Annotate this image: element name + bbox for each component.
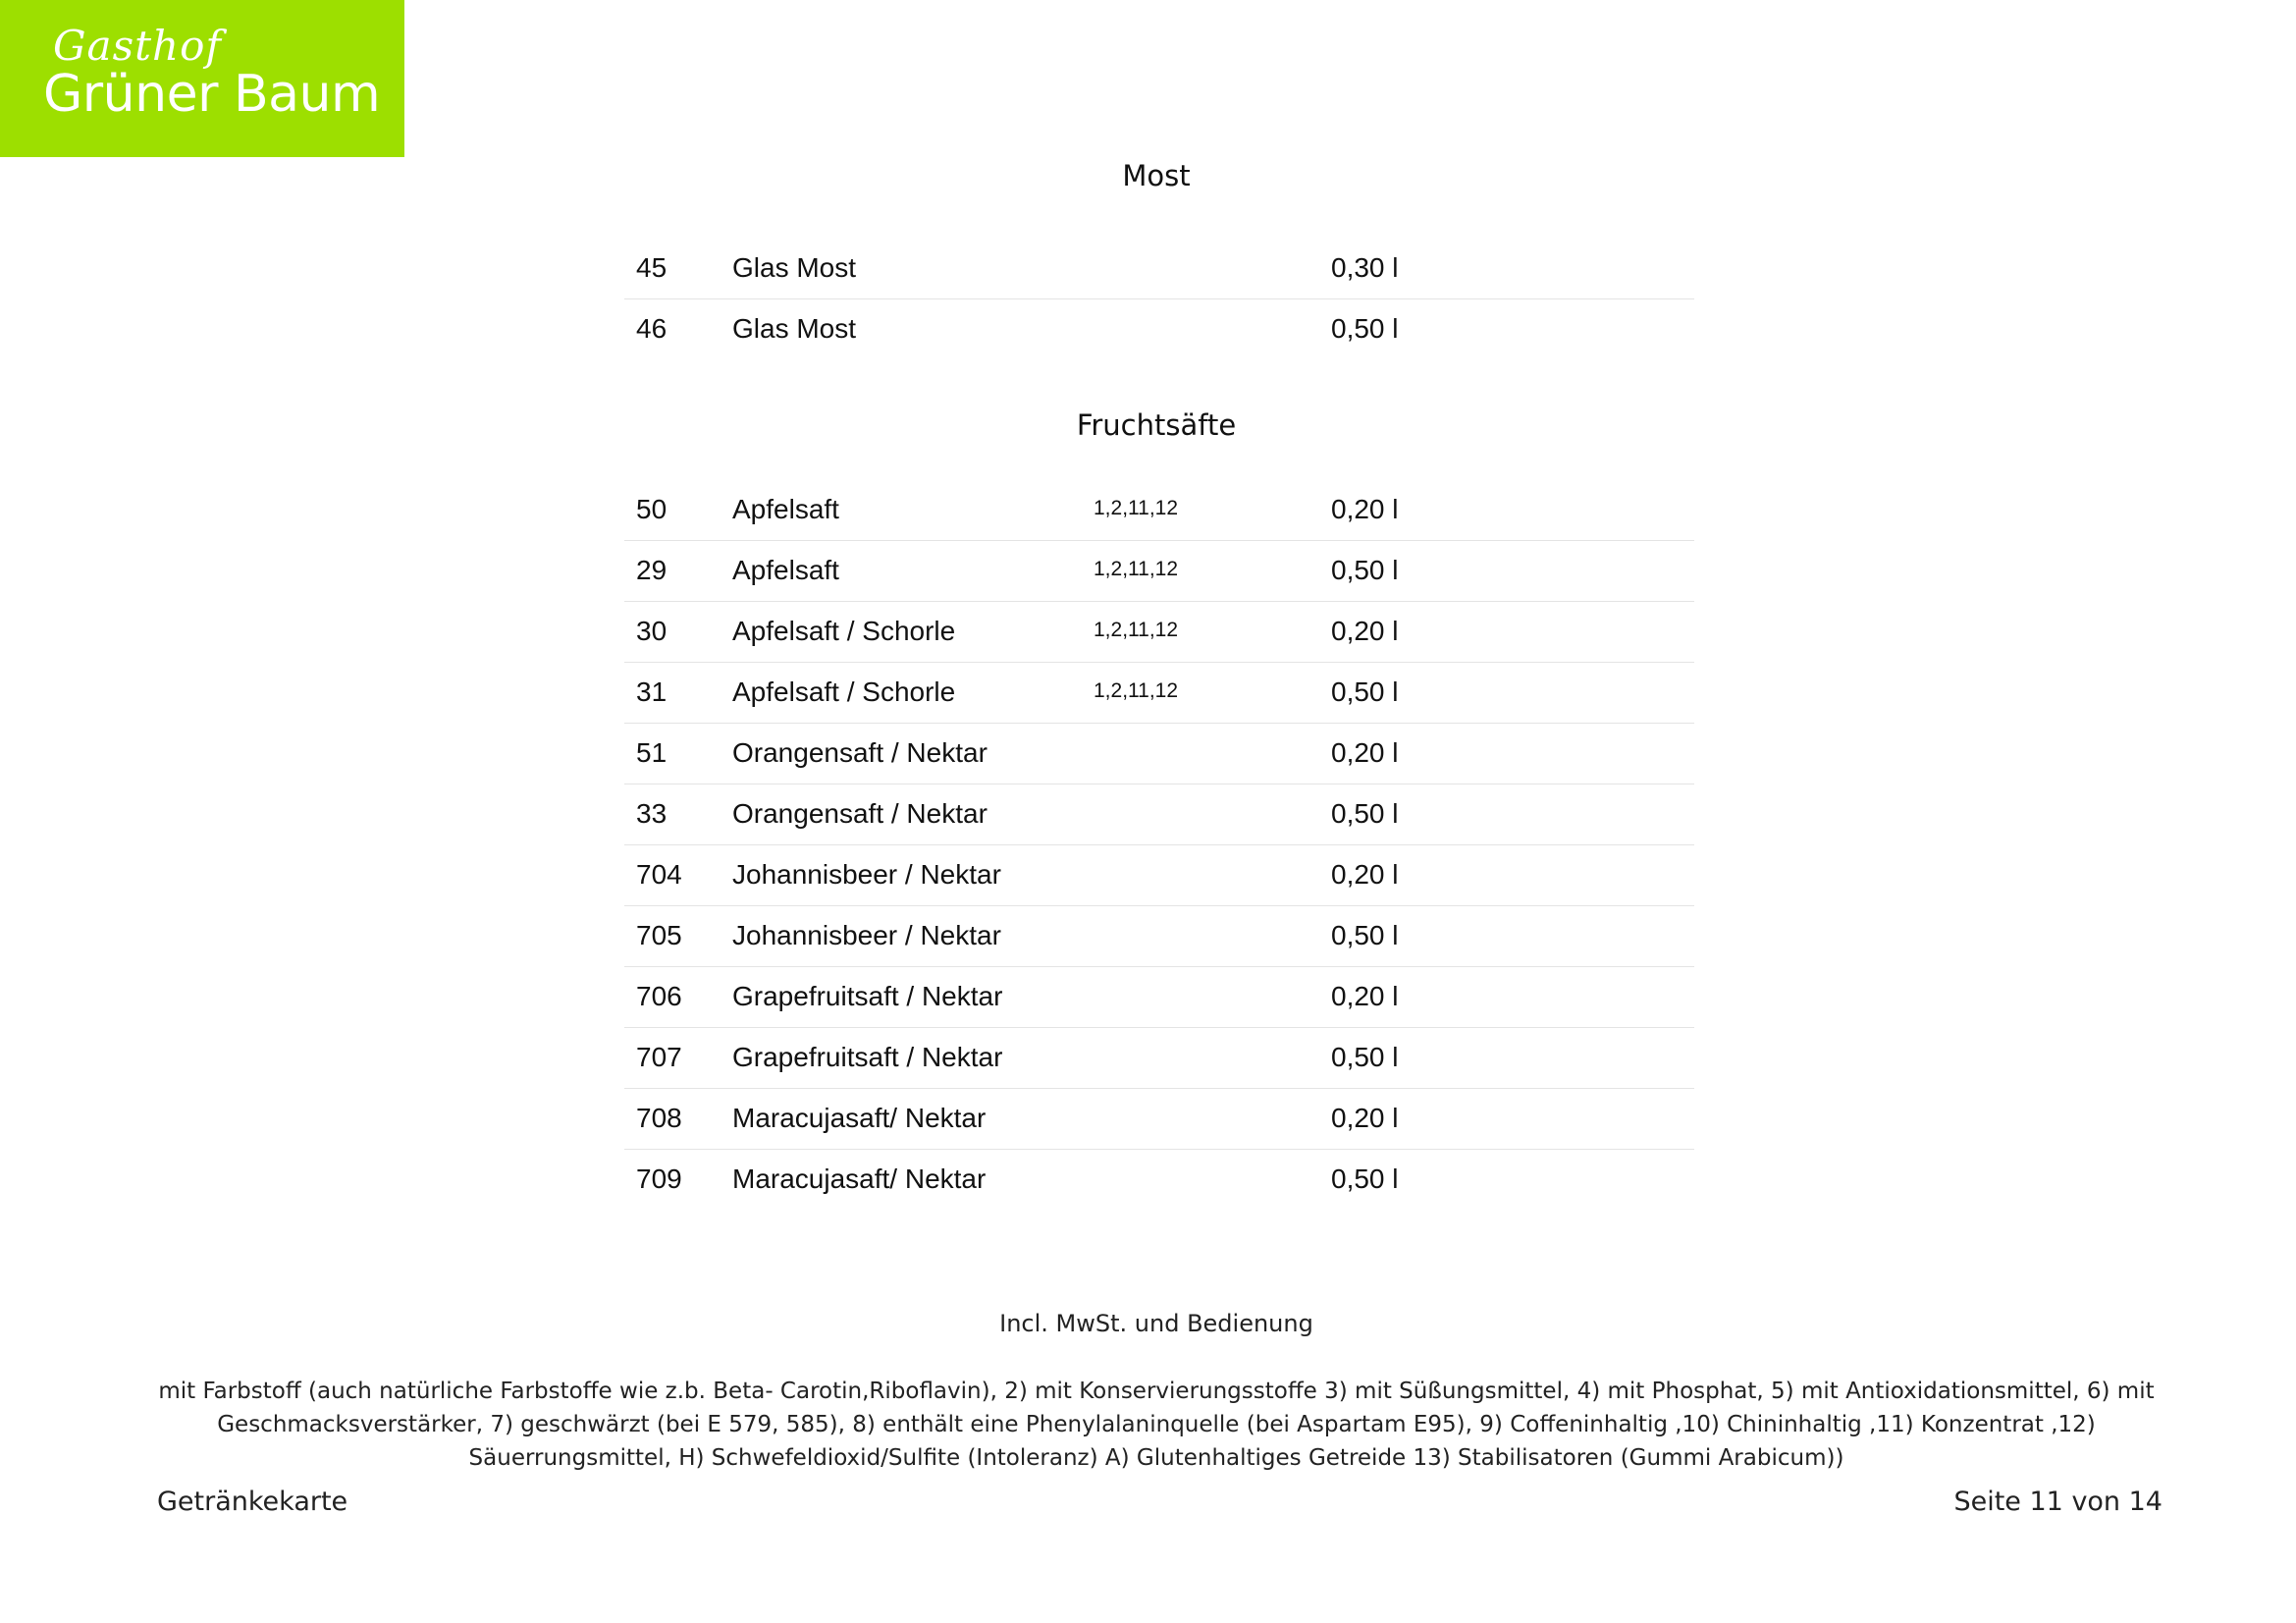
item-volume: 0,50 l [1331, 676, 1399, 707]
item-volume: 0,20 l [1331, 494, 1399, 524]
logo-script-text: Gasthof [53, 22, 222, 70]
item-number: 706 [636, 981, 682, 1011]
item-volume: 0,30 l [1331, 252, 1399, 283]
table-row [624, 1150, 1694, 1210]
table-row [624, 906, 1694, 967]
item-name: Orangensaft / Nektar [732, 737, 988, 768]
menu-table-fruchtsaefte [624, 480, 1694, 1210]
item-volume: 0,50 l [1331, 555, 1399, 585]
item-volume: 0,50 l [1331, 313, 1399, 344]
menu-table-most [624, 239, 1694, 359]
legend-line: Geschmacksverstärker, 7) geschwärzt (bei E 579, 585), 8) enthält eine Phenylalaninquelle (bei Aspartam E95), 9) Coffeninhaltig ,10) Chininhaltig ,11) Konzentrat ,12) [217, 1412, 2096, 1437]
item-volume: 0,50 l [1331, 1042, 1399, 1072]
item-volume: 0,50 l [1331, 920, 1399, 950]
table-row [624, 1089, 1694, 1150]
item-name: Maracujasaft/ Nektar [732, 1103, 987, 1133]
table-row [624, 541, 1694, 602]
item-volume: 0,20 l [1331, 981, 1399, 1011]
item-number: 705 [636, 920, 682, 950]
item-name: Grapefruitsaft / Nektar [732, 981, 1003, 1011]
logo [0, 0, 404, 157]
item-volume: 0,20 l [1331, 859, 1399, 890]
table-row [624, 602, 1694, 663]
legend-line: mit Farbstoff (auch natürliche Farbstoffe wie z.b. Beta- Carotin,Riboflavin), 2) mit Konservierungsstoffe 3) mit Süßungsmittel, 4) mit Phosphat, 5) mit Antioxidationsmittel, 6) mit [158, 1379, 2155, 1404]
table-row [624, 663, 1694, 724]
document-name: Getränkekarte [157, 1487, 348, 1517]
item-additives: 1,2,11,12 [1094, 558, 1179, 580]
section-title-fruchtsaefte: Fruchtsäfte [1076, 408, 1237, 442]
item-additives: 1,2,11,12 [1094, 619, 1179, 641]
item-name: Glas Most [732, 313, 857, 344]
item-number: 707 [636, 1042, 682, 1072]
item-number: 33 [636, 798, 667, 829]
item-number: 51 [636, 737, 667, 768]
item-number: 31 [636, 676, 667, 707]
table-row [624, 239, 1694, 299]
table-row [624, 967, 1694, 1028]
item-number: 709 [636, 1163, 682, 1194]
section-title-most: Most [1122, 159, 1191, 192]
item-name: Glas Most [732, 252, 857, 283]
item-name: Apfelsaft / Schorle [732, 616, 956, 646]
logo-brand-text: Grüner Baum [43, 65, 381, 124]
table-row [624, 1028, 1694, 1089]
item-name: Apfelsaft [732, 555, 839, 585]
item-name: Maracujasaft/ Nektar [732, 1163, 987, 1194]
item-name: Apfelsaft [732, 494, 839, 524]
item-number: 708 [636, 1103, 682, 1133]
item-volume: 0,50 l [1331, 798, 1399, 829]
item-number: 29 [636, 555, 667, 585]
item-additives: 1,2,11,12 [1094, 679, 1179, 702]
item-name: Apfelsaft / Schorle [732, 676, 956, 707]
item-number: 45 [636, 252, 667, 283]
item-additives: 1,2,11,12 [1094, 497, 1179, 519]
item-number: 704 [636, 859, 682, 890]
item-name: Johannisbeer / Nektar [732, 859, 1001, 890]
item-volume: 0,50 l [1331, 1163, 1399, 1194]
item-number: 46 [636, 313, 667, 344]
page-number: Seite 11 von 14 [1953, 1487, 2163, 1517]
item-volume: 0,20 l [1331, 737, 1399, 768]
item-name: Orangensaft / Nektar [732, 798, 988, 829]
table-row [624, 845, 1694, 906]
table-row [624, 724, 1694, 784]
item-name: Johannisbeer / Nektar [732, 920, 1001, 950]
legend-line: Säuerrungsmittel, H) Schwefeldioxid/Sulfite (Intoleranz) A) Glutenhaltiges Getreide 13) Stabilisatoren (Gummi Arabicum)) [468, 1445, 1844, 1471]
item-name: Grapefruitsaft / Nektar [732, 1042, 1003, 1072]
item-volume: 0,20 l [1331, 1103, 1399, 1133]
vat-note: Incl. MwSt. und Bedienung [999, 1310, 1313, 1337]
table-row [624, 299, 1694, 359]
table-row [624, 480, 1694, 541]
item-number: 30 [636, 616, 667, 646]
item-number: 50 [636, 494, 667, 524]
table-row [624, 784, 1694, 845]
item-volume: 0,20 l [1331, 616, 1399, 646]
additives-legend [157, 1375, 2156, 1475]
